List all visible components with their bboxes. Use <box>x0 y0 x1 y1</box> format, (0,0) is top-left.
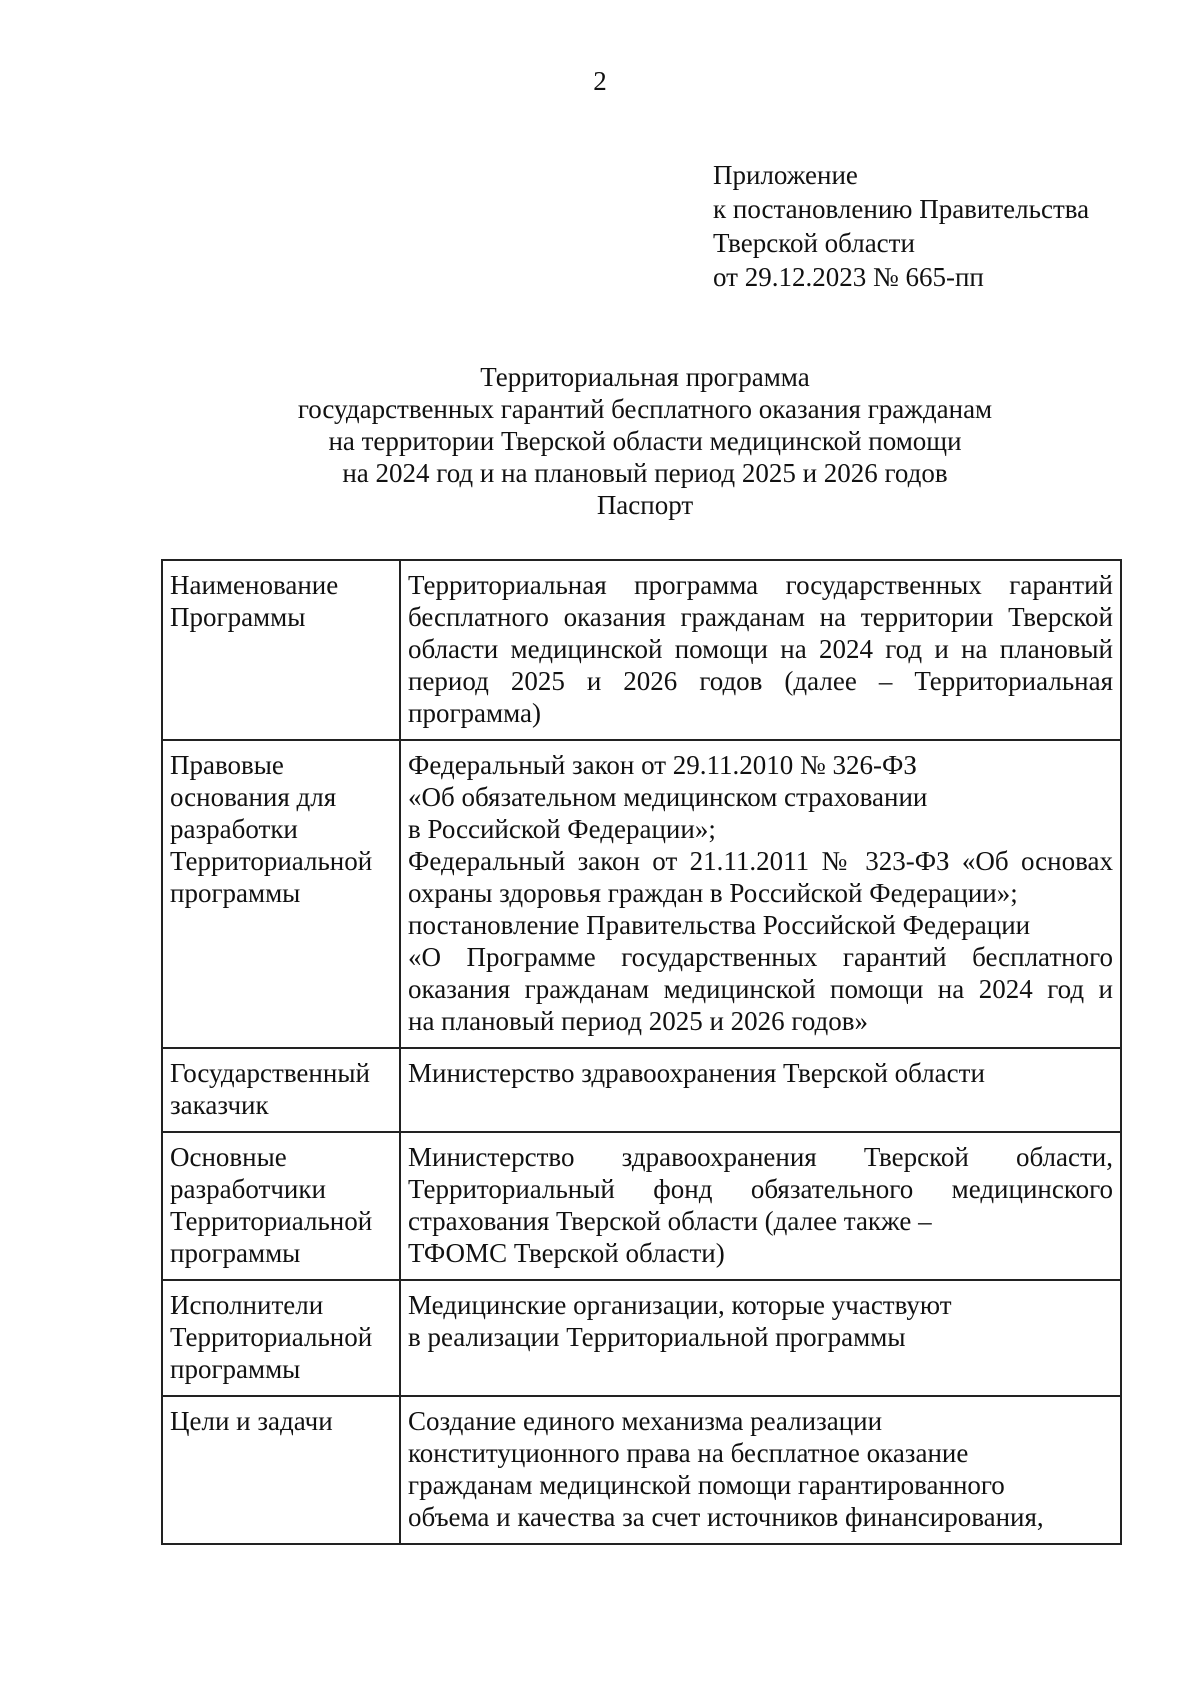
row-value <box>400 740 1121 1048</box>
label-line: программы <box>170 878 301 908</box>
document-title <box>0 361 1200 521</box>
value-line: ТФОМС Тверской области) <box>408 1238 725 1268</box>
value-line: гражданам медицинской помощи гарантированного <box>408 1470 1005 1500</box>
value-line: охраны здоровья граждан в Российской Федерации»; <box>408 878 1018 908</box>
appendix-line: Тверской области <box>713 228 915 258</box>
value-line: Медицинские организации, которые участвуют <box>408 1290 952 1320</box>
passport-heading: Паспорт <box>596 490 694 520</box>
title-line: на 2024 год и на плановый период 2025 и 2026 годов <box>342 458 948 488</box>
table-row <box>162 1396 1121 1544</box>
row-label <box>162 1280 400 1396</box>
value-line: бесплатного оказания гражданам на территории Тверской <box>408 602 1113 632</box>
label-line: Государственный <box>170 1058 370 1088</box>
value-line: Министерство здравоохранения Тверской области, <box>408 1142 1113 1172</box>
row-value <box>400 1280 1121 1396</box>
value-line: Территориальная программа государственных гарантий <box>408 570 1113 600</box>
value-line: области медицинской помощи на 2024 год и на плановый <box>408 634 1113 664</box>
label-line: Территориальной <box>170 846 373 876</box>
table-row <box>162 1280 1121 1396</box>
value-line: Федеральный закон от 29.11.2010 № 326-ФЗ <box>408 750 917 780</box>
label-line: разработки <box>170 814 298 844</box>
page-number: 2 <box>593 66 607 96</box>
label-line: Цели и задачи <box>170 1406 333 1436</box>
label-line: программы <box>170 1354 301 1384</box>
table-row <box>162 560 1121 740</box>
value-line: объема и качества за счет источников финансирования, <box>408 1502 1044 1532</box>
row-label <box>162 560 400 740</box>
appendix-block <box>713 158 1089 294</box>
label-line: Территориальной <box>170 1206 373 1236</box>
table-row <box>162 740 1121 1048</box>
label-line: Исполнители <box>170 1290 324 1320</box>
value-line: Федеральный закон от 21.11.2011 № 323-ФЗ «Об основах <box>408 846 1113 876</box>
appendix-line: к постановлению Правительства <box>713 194 1090 224</box>
title-line: на территории Тверской области медицинской помощи <box>328 426 962 456</box>
row-value <box>400 1132 1121 1280</box>
label-line: заказчик <box>170 1090 269 1120</box>
label-line: основания для <box>170 782 337 812</box>
value-line: период 2025 и 2026 годов (далее – Территориальная <box>408 666 1113 696</box>
row-label <box>162 740 400 1048</box>
value-line: страхования Тверской области (далее также – <box>408 1206 932 1236</box>
appendix-line: Приложение <box>713 160 858 190</box>
value-line: на плановый период 2025 и 2026 годов» <box>408 1006 869 1036</box>
label-line: Территориальной <box>170 1322 373 1352</box>
row-label <box>162 1048 400 1132</box>
value-line: конституционного права на бесплатное оказание <box>408 1438 969 1468</box>
value-line: в реализации Территориальной программы <box>408 1322 906 1352</box>
label-line: Наименование <box>170 570 339 600</box>
value-line: программа) <box>408 698 541 728</box>
value-line: постановление Правительства Российской Федерации <box>408 910 1031 940</box>
row-value <box>400 1048 1121 1132</box>
label-line: Правовые <box>170 750 284 780</box>
label-line: Программы <box>170 602 306 632</box>
value-line: Министерство здравоохранения Тверской области <box>408 1058 985 1088</box>
passport-table <box>161 559 1122 1545</box>
value-line: Территориальный фонд обязательного медицинского <box>408 1174 1113 1204</box>
title-line: Территориальная программа <box>480 362 810 392</box>
table-row <box>162 1132 1121 1280</box>
label-line: Основные <box>170 1142 287 1172</box>
value-line: Создание единого механизма реализации <box>408 1406 883 1436</box>
title-line: государственных гарантий бесплатного оказания гражданам <box>297 394 993 424</box>
value-line: в Российской Федерации»; <box>408 814 716 844</box>
label-line: программы <box>170 1238 301 1268</box>
row-value <box>400 560 1121 740</box>
row-value <box>400 1396 1121 1544</box>
value-line: оказания гражданам медицинской помощи на 2024 год и <box>408 974 1113 1004</box>
appendix-line: от 29.12.2023 № 665-пп <box>713 262 984 292</box>
value-line: «О Программе государственных гарантий бесплатного <box>408 942 1113 972</box>
label-line: разработчики <box>170 1174 326 1204</box>
row-label <box>162 1132 400 1280</box>
table-row <box>162 1048 1121 1132</box>
row-label <box>162 1396 400 1544</box>
value-line: «Об обязательном медицинском страховании <box>408 782 928 812</box>
